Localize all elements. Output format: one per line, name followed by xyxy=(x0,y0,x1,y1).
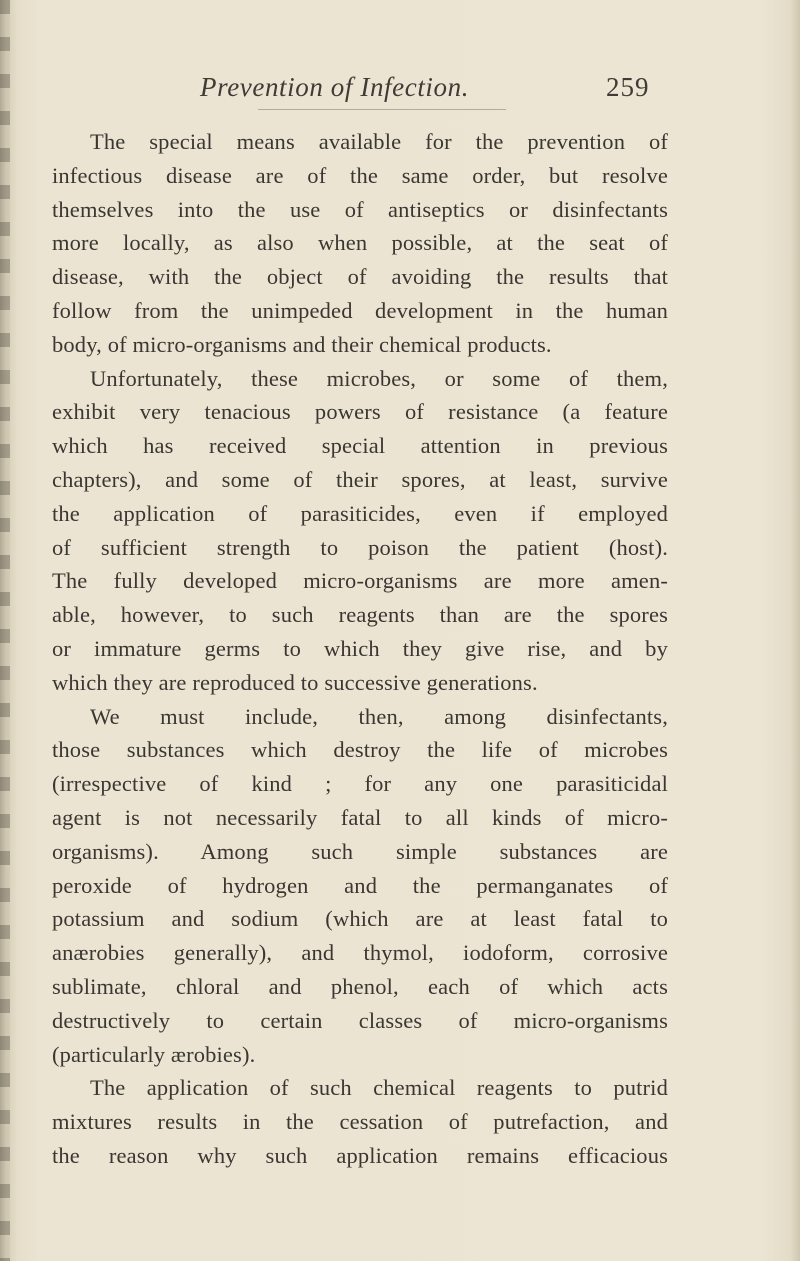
text-line: the reason why such application remains efficacious xyxy=(52,1142,668,1168)
text-line: exhibit very tenacious powers of resistance (a feature xyxy=(52,399,668,425)
text-line: of sufficient strength to poison the patient (host). xyxy=(52,534,668,560)
text-line: disease, with the object of avoiding the results that xyxy=(52,264,668,290)
text-line: The application of such chemical reagents to putrid xyxy=(90,1075,668,1101)
text-line: anærobies generally), and thymol, iodoform, corrosive xyxy=(52,940,668,966)
text-line: the application of parasiticides, even if employed xyxy=(52,500,668,526)
text-line: or immature germs to which they give rise, and by xyxy=(52,635,668,661)
text-line: destructively to certain classes of micro-organisms xyxy=(52,1007,668,1033)
text-line: (irrespective of kind ; for any one parasiticidal xyxy=(52,771,668,797)
text-line: able, however, to such reagents than are the spores xyxy=(52,602,668,628)
text-line: potassium and sodium (which are at least fatal to xyxy=(52,906,668,932)
text-line: organisms). Among such simple substances are xyxy=(52,838,668,864)
text-line: follow from the unimpeded development in the human xyxy=(52,297,668,323)
text-line: themselves into the use of antiseptics or disinfectants xyxy=(52,196,668,222)
text-line: We must include, then, among disinfectants, xyxy=(90,703,668,729)
text-line: The fully developed micro-organisms are more amen- xyxy=(52,568,668,594)
text-line: (particularly ærobies). xyxy=(52,1041,256,1067)
text-line: The special means available for the prevention of xyxy=(90,129,668,154)
text-line: more locally, as also when possible, at the seat of xyxy=(52,230,668,256)
page-number: 259 xyxy=(606,72,650,102)
text-line: peroxide of hydrogen and the permanganates of xyxy=(52,872,668,898)
text-line: mixtures results in the cessation of putrefaction, and xyxy=(52,1109,668,1135)
body-text xyxy=(52,125,668,1173)
text-line: body, of micro-organisms and their chemical products. xyxy=(52,331,552,357)
text-line: those substances which destroy the life of microbes xyxy=(52,737,668,763)
text-line: infectious disease are of the same order, but resolve xyxy=(52,162,668,188)
text-line: chapters), and some of their spores, at least, survive xyxy=(52,466,668,492)
text-line: sublimate, chloral and phenol, each of which acts xyxy=(52,973,668,999)
text-line: which has received special attention in previous xyxy=(52,433,668,459)
binding-gutter xyxy=(0,0,10,1261)
running-head: Prevention of Infection. xyxy=(200,72,470,102)
header-rule xyxy=(258,109,506,110)
page-header xyxy=(0,72,800,112)
text-line: which they are reproduced to successive generations. xyxy=(52,669,538,695)
text-line: agent is not necessarily fatal to all kinds of micro- xyxy=(52,804,668,830)
text-line: Unfortunately, these microbes, or some of them, xyxy=(90,365,668,391)
